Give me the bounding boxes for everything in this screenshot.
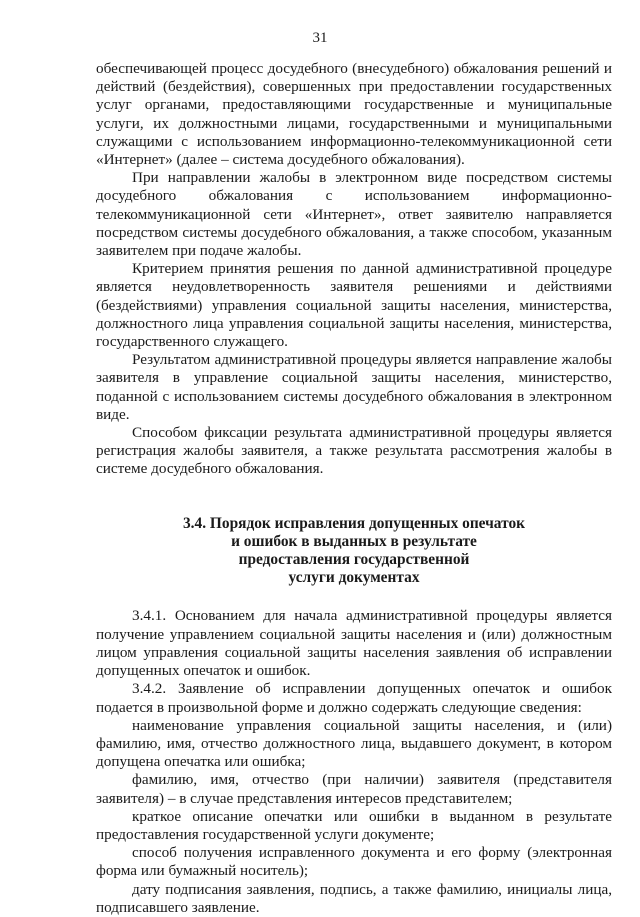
- paragraph: обеспечивающей процесс досудебного (внесудебного) обжалования решений и действий (бездействия), совершенных при предоставлении государственных услуг органами, предоставляющими государственные и муниципальные услуги, их должностными лицами, государственными и муниципальными служащими с использованием информационно-телекоммуникационной сети «Интернет» (далее – система досудебного обжалования).: [96, 60, 612, 169]
- heading-line: услуги документах: [288, 569, 420, 587]
- paragraph: Критерием принятия решения по данной административной процедуре является неудовлетворенность заявителя решениями и действиями (бездействиями) управления социальной защиты населения, министерства, должностного лица управления социальной защиты населения, министерства, государственного служащего.: [96, 260, 612, 351]
- page-number: 31: [312, 30, 328, 46]
- paragraph: 3.4.1. Основанием для начала административной процедуры является получение управлением социальной защиты населения и (или) должностным лицом управления социальной защиты населения заявления об исправлении допущенных опечаток и ошибок.: [96, 607, 612, 680]
- section-heading: [96, 515, 612, 588]
- heading-line: предоставления государственной: [238, 551, 470, 569]
- heading-line: и ошибок в выданных в результате: [231, 532, 477, 550]
- paragraph: Результатом административной процедуры является направление жалобы заявителя в управление социальной защиты населения, министерство, поданной с использованием системы досудебного обжалования в электронном виде.: [96, 351, 612, 423]
- heading-line: 3.4. Порядок исправления допущенных опечаток: [182, 514, 526, 532]
- paragraph: наименование управления социальной защиты населения, и (или) фамилию, имя, отчество должностного лица, выдавшего документ, в котором допущена опечатка или ошибка;: [96, 716, 612, 771]
- paragraph: При направлении жалобы в электронном виде посредством системы досудебного обжалования с использованием информационно-телекоммуникационной сети «Интернет», ответ заявителю направляется посредством системы досудебного обжалования, а также способом, указанным заявителем при подаче жалобы.: [96, 169, 612, 260]
- document-body: [96, 60, 612, 917]
- paragraph: способ получения исправленного документа и его форму (электронная форма или бумажный носитель);: [96, 844, 612, 880]
- paragraph: краткое описание опечатки или ошибки в выданном в результате предоставления государственной услуги документе;: [96, 807, 612, 843]
- paragraph: Способом фиксации результата административной процедуры является регистрация жалобы заявителя, а также результата рассмотрения жалобы в системе досудебного обжалования.: [96, 424, 612, 478]
- paragraph: фамилию, имя, отчество (при наличии) заявителя (представителя заявителя) – в случае представления интересов представителем;: [96, 771, 612, 807]
- paragraph: дату подписания заявления, подпись, а также фамилию, инициалы лица, подписавшего заявление.: [96, 880, 612, 916]
- paragraph: 3.4.2. Заявление об исправлении допущенных опечаток и ошибок подается в произвольной форме и должно содержать следующие сведения:: [96, 680, 612, 716]
